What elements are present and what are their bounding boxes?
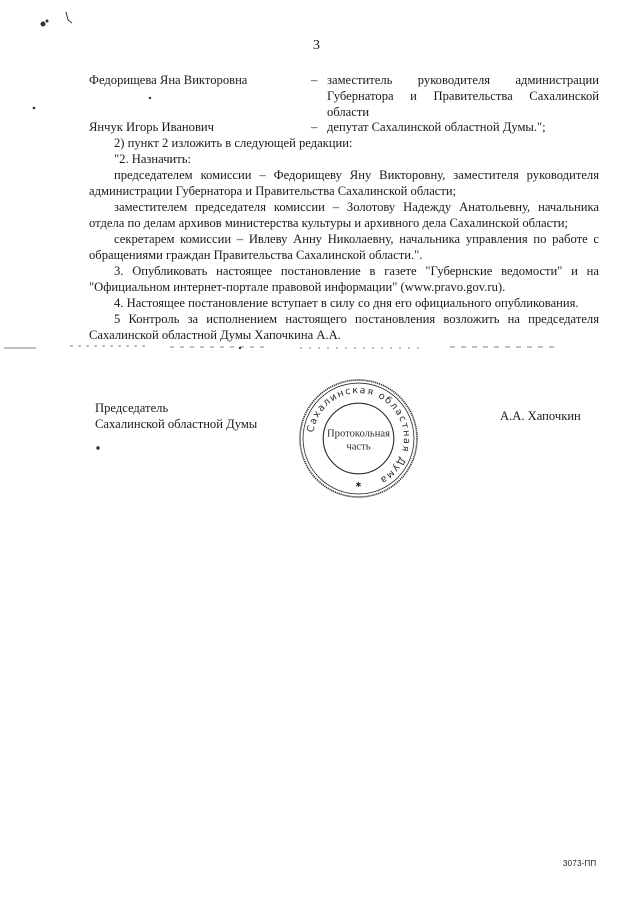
paragraph: "2. Назначить: xyxy=(114,152,192,166)
paragraph: 4. Настоящее постановление вступает в силу со дня его официального опубликования. xyxy=(114,296,579,310)
paragraph: 3. Опубликовать настоящее постановление в газете "Губернские ведомости" и на "Официальном интернет-портале правовой информации" (www.pravo.gov.ru). xyxy=(89,264,599,294)
document-code: 3073-ПП xyxy=(563,859,597,868)
member-role-line: заместитель руководителя администрации xyxy=(327,73,599,87)
member-dash: – xyxy=(311,73,318,87)
paragraph: заместителем председателя комиссии – Золотову Надежду Анатольевну, начальника отдела по делам архивов министерства культуры и архивного дела Сахалинской области; xyxy=(89,200,599,230)
paragraph: 5 Контроль за исполнением настоящего постановления возложить на председателя Сахалинской областной Думы Хапочкина А.А. xyxy=(89,312,599,342)
stamp-center-line: часть xyxy=(346,441,371,453)
paragraph: 2) пункт 2 изложить в следующей редакции: xyxy=(114,136,353,150)
paragraph: председателем комиссии – Федорищеву Яну Викторовну, заместителя руководителя администрации Губернатора и Правительства Сахалинской области; xyxy=(89,168,599,198)
page-number: 3 xyxy=(313,38,320,53)
signature-name: А.А. Хапочкин xyxy=(500,409,581,423)
stamp-center-line: Протокольная xyxy=(327,428,390,440)
paragraph: секретарем комиссии – Ивлеву Анну Николаевну, начальника управления по работе с обращениями граждан Правительства Сахалинской области.". xyxy=(89,232,599,262)
member-role-line: депутат Сахалинской областной Думы."; xyxy=(327,120,546,134)
signature-title-line: Председатель xyxy=(95,401,169,415)
member-name: Федорищева Яна Викторовна xyxy=(89,73,248,87)
signature-title-line: Сахалинской областной Думы xyxy=(95,417,258,431)
member-dash: – xyxy=(311,120,318,134)
scan-fold-line xyxy=(4,346,560,348)
scan-noise xyxy=(33,12,241,449)
member-role-line: Губернатора и Правительства Сахалинской xyxy=(327,89,599,103)
stamp-ring-text: Сахалинская областная Дума xyxy=(305,385,412,487)
stamp-star-icon: ✱ xyxy=(355,480,362,489)
member-name: Янчук Игорь Иванович xyxy=(89,120,214,134)
member-role-line: области xyxy=(327,105,370,119)
